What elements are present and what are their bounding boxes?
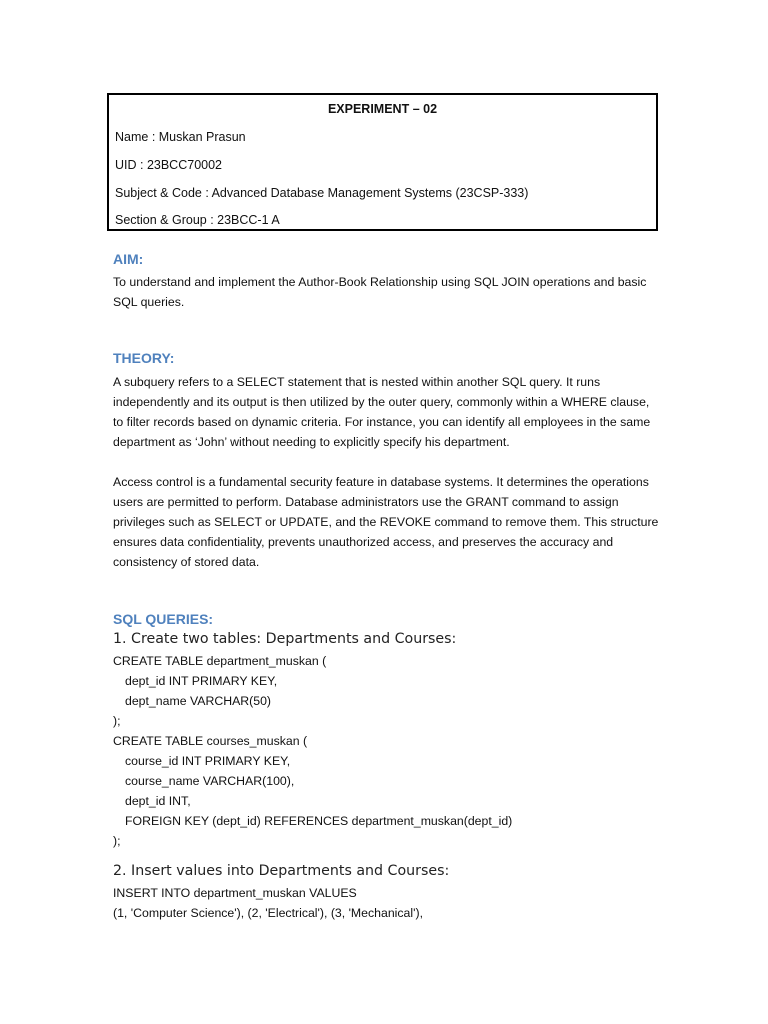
aim-text: To understand and implement the Author-Book Relationship using SQL JOIN operations and basic SQL queries. — [113, 275, 647, 309]
step1-code-block — [113, 651, 512, 851]
theory-paragraph-2: Access control is a fundamental security feature in database systems. It determines the operations users are permitted to perform. Database administrators use the GRANT command to assign privileges such as SELECT or UPDATE, and the REVOKE command to remove them. This structure ensures data confidentiality, prevents unauthorized access, and preserves the accuracy and consistency of stored data. — [113, 475, 659, 569]
section-group: Section & Group : 23BCC-1 A — [115, 213, 280, 227]
student-name: Name : Muskan Prasun — [115, 130, 246, 144]
code-line: course_id INT PRIMARY KEY, — [125, 754, 291, 768]
student-uid: UID : 23BCC70002 — [115, 158, 223, 172]
code-line: ); — [113, 834, 121, 848]
theory-paragraph-1: A subquery refers to a SELECT statement that is nested within another SQL query. It runs independently and its output is then utilized by the outer query, commonly within a WHERE clause, to filter records based on dynamic criteria. For instance, you can identify all employees in the same department as ‘John’ without needing to explicitly specify his department. — [113, 375, 651, 449]
code-line: CREATE TABLE department_muskan ( — [113, 654, 327, 668]
step2-title: 2. Insert values into Departments and Courses: — [113, 863, 450, 879]
code-line: ); — [113, 714, 121, 728]
code-line: course_name VARCHAR(100), — [125, 774, 295, 788]
code-line: dept_name VARCHAR(50) — [125, 694, 272, 708]
experiment-header-box — [107, 93, 658, 231]
step1-title: 1. Create two tables: Departments and Courses: — [113, 631, 457, 647]
sql-queries-heading: SQL QUERIES: — [113, 611, 214, 627]
code-line: FOREIGN KEY (dept_id) REFERENCES department_muskan(dept_id) — [125, 814, 513, 828]
experiment-title: EXPERIMENT – 02 — [327, 102, 438, 116]
subject-code: Subject & Code : Advanced Database Management Systems (23CSP-333) — [115, 186, 529, 200]
aim-heading: AIM: — [113, 251, 144, 267]
code-line: (1, 'Computer Science'), (2, 'Electrical'), (3, 'Mechanical'), — [113, 906, 423, 920]
code-line: dept_id INT PRIMARY KEY, — [125, 674, 278, 688]
code-line: CREATE TABLE courses_muskan ( — [113, 734, 308, 748]
step2-code-block — [113, 883, 423, 923]
code-line: dept_id INT, — [125, 794, 191, 808]
theory-heading: THEORY: — [113, 350, 175, 366]
code-line: INSERT INTO department_muskan VALUES — [113, 886, 357, 900]
